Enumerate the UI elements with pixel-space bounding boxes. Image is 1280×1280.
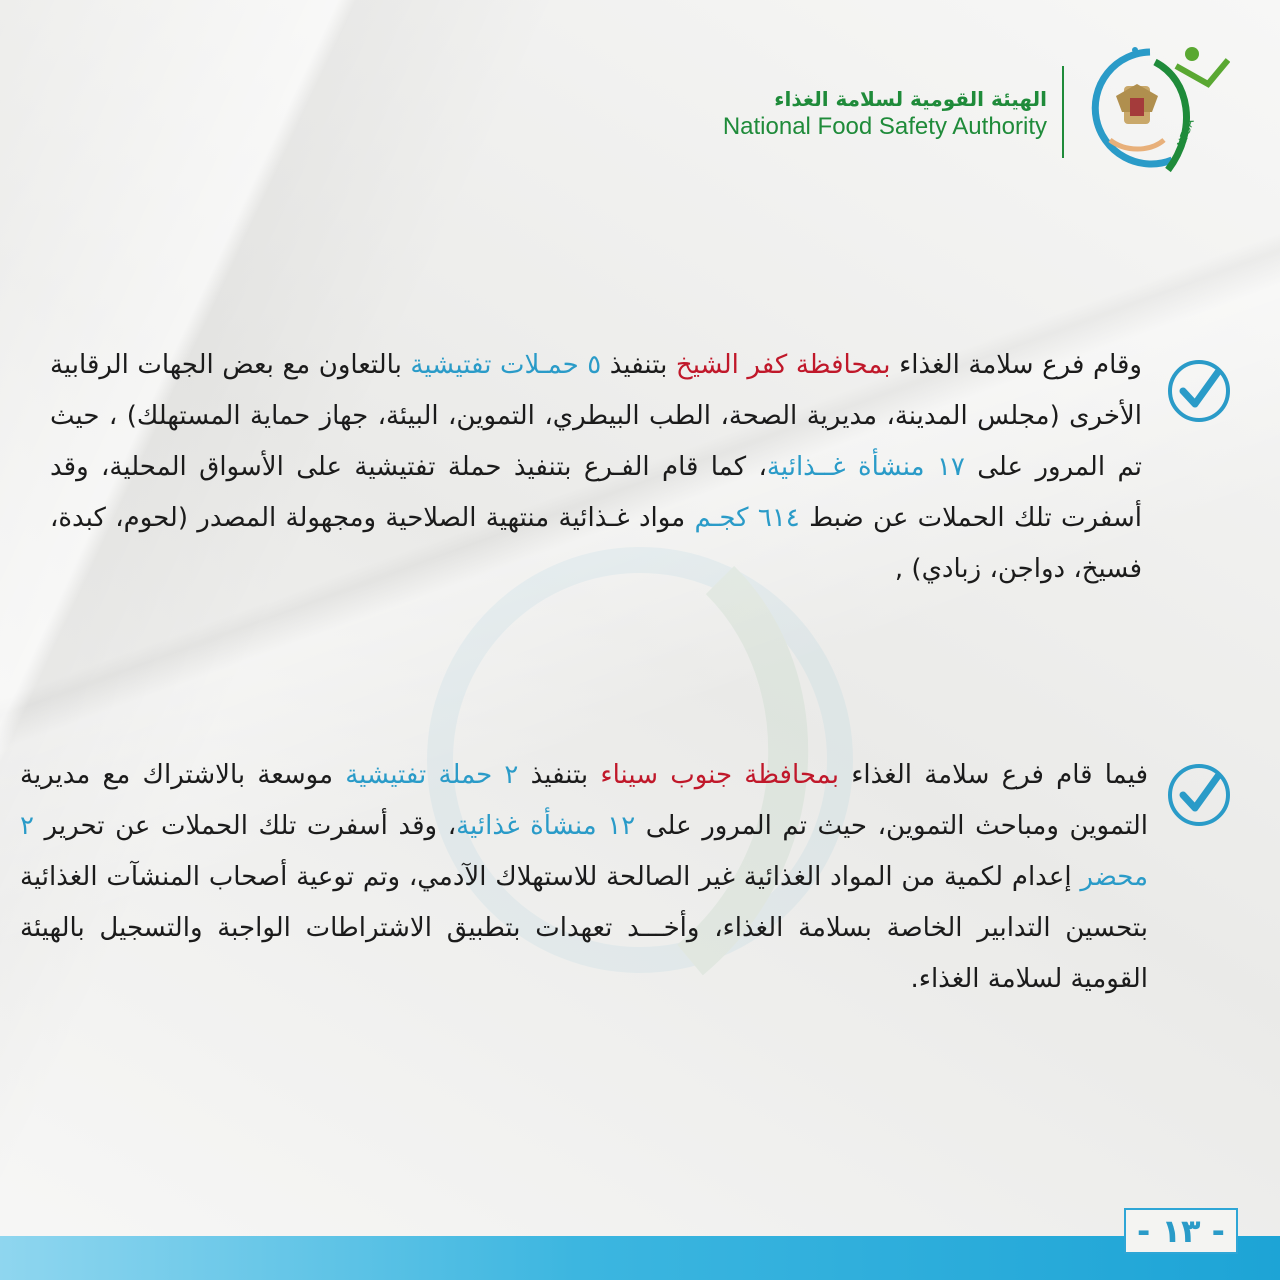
text: بالتعاون مع بعض الجهات الرقابية الأخرى (مجلس المدينة، مديرية الصحة، الطب البيطري، التموين، البيئة، جهاز حماية المستهلك) ، حيث تم المرور على xyxy=(50,350,1142,482)
paragraph-1 xyxy=(50,340,1142,595)
text: ، كما قام الفـرع بتنفيذ حملة تفتيشية على الأسواق المحلية، وقد أسفرت تلك الحملات عن ضبط xyxy=(50,452,1143,533)
campaigns-highlight: ٢ حملة تفتيشية xyxy=(345,760,519,790)
text: وقام فرع سلامة الغذاء xyxy=(890,350,1142,380)
paragraph-2 xyxy=(20,750,1148,1005)
org-name-english: National Food Safety Authority xyxy=(722,113,1047,140)
header xyxy=(652,40,1252,180)
governorate-highlight: بمحافظة جنوب سيناء xyxy=(600,760,839,790)
checkmark-circle-icon xyxy=(1166,358,1232,424)
paragraph-block-1 xyxy=(20,340,1260,585)
header-divider xyxy=(1062,66,1064,158)
text: موسعة بالاشتراك مع مديرية التموين ومباحث التموين، حيث تم المرور على xyxy=(20,760,1148,841)
facilities-highlight: ١٢ منشأة غذائية xyxy=(456,811,636,841)
text: بتنفيذ xyxy=(518,760,601,790)
text: فيما قام فرع سلامة الغذاء xyxy=(838,760,1148,790)
reports-highlight: ٢ محضر xyxy=(20,811,1148,892)
org-name-arabic: الهيئة القومية لسلامة الغذاء xyxy=(774,87,1047,111)
brand-text xyxy=(723,86,1047,142)
footer-bar xyxy=(0,1236,1280,1280)
campaigns-highlight: ٥ حمـلات تفتيشية xyxy=(410,350,602,380)
text: إعدام لكمية من المواد الغذائية غير الصالحة للاستهلاك الآدمي، وتم توعية أصحاب المنشآت الغذائية بتحسين التدابير الخاصة بسلامة الغذاء، وأخـــد تعهدات بتطبيق الاشتراطات الواجبة والتسجيل بالهيئة القومية لسلامة الغذاء. xyxy=(20,862,1148,994)
text: مواد غـذائية منتهية الصلاحية ومجهولة المصدر (لحوم، كبدة، فسيخ، دواجن، زبادي) , xyxy=(50,503,1142,584)
weight-highlight: ٦١٤ كجـم xyxy=(694,503,800,533)
facilities-highlight: ١٧ منشأة غــذائية xyxy=(766,452,965,482)
text: ، وقد أسفرت تلك الحملات عن تحرير xyxy=(33,811,457,841)
checkmark-circle-icon xyxy=(1166,762,1232,828)
logo-text: NFSA xyxy=(1174,117,1197,150)
page-number: - ١٣ - xyxy=(1124,1208,1238,1254)
governorate-highlight: بمحافظة كفر الشيخ xyxy=(675,350,891,380)
nfsa-logo xyxy=(1080,40,1230,180)
text: بتنفيذ xyxy=(601,350,676,380)
paragraph-block-2 xyxy=(20,750,1260,1000)
